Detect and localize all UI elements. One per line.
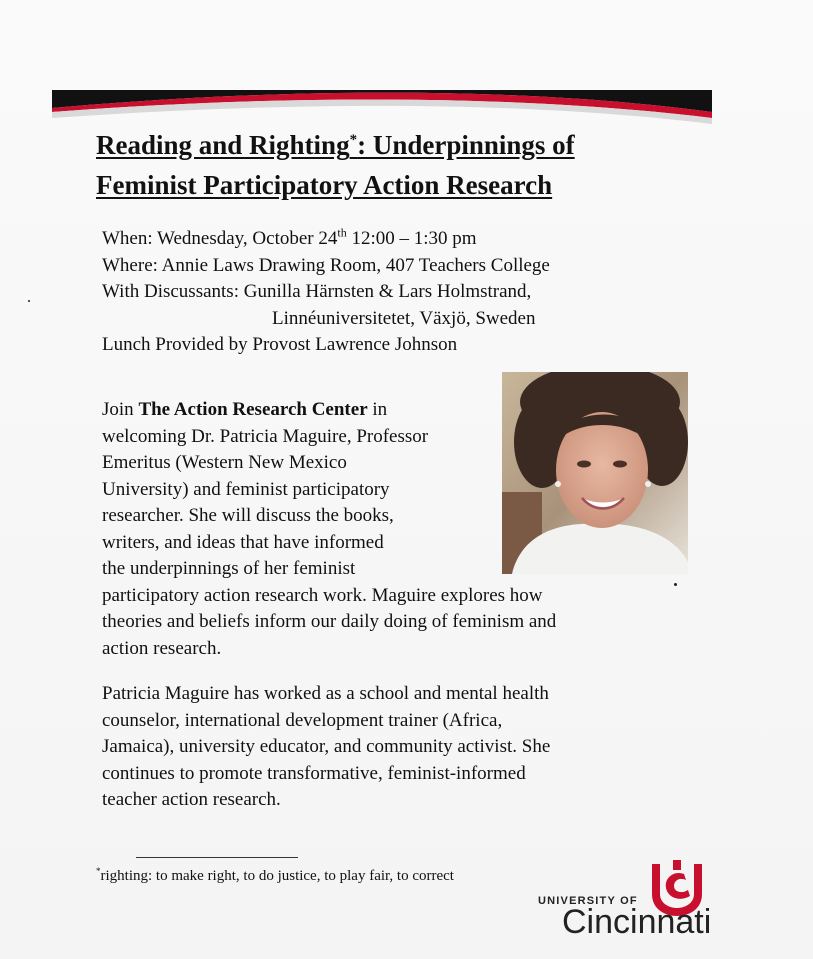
intro-line-7: the underpinnings of her feminist — [102, 558, 356, 579]
scan-speck — [674, 583, 677, 586]
center-name: The Action Research Center — [138, 399, 368, 420]
intro-line-6: writers, and ideas that have informed — [102, 531, 384, 553]
event-discussants: With Discussants: Gunilla Härnsten & Lars Holmstrand, — [102, 281, 532, 302]
footnote-mark: * — [96, 866, 101, 876]
bio-paragraph — [102, 681, 662, 814]
intro-paragraph — [102, 397, 682, 662]
event-when — [102, 226, 722, 253]
bio-line-1: Patricia Maguire has worked as a school and mental health — [102, 683, 549, 704]
bio-line-2: counselor, international development trainer (Africa, — [102, 709, 503, 731]
scan-speck — [28, 300, 30, 302]
intro-line-2: welcoming Dr. Patricia Maguire, Professor — [102, 425, 429, 447]
when-label: When: Wednesday, October 24 — [102, 228, 338, 249]
bio-line-3: Jamaica), university educator, and community activist. She — [102, 736, 551, 757]
logo-cincinnati: Cincinnati — [562, 903, 712, 941]
bio-line-5: teacher action research. — [102, 789, 281, 810]
event-details — [102, 226, 722, 359]
title-footnote-mark: * — [349, 132, 358, 148]
intro-line-9: theories and beliefs inform our daily doing of feminism and — [102, 611, 557, 632]
title-line-2: Feminist Participatory Action Research — [96, 170, 553, 200]
intro-line-3: Emeritus (Western New Mexico — [102, 452, 347, 473]
intro-join: Join — [102, 399, 139, 420]
logo-university-of: UNIVERSITY OF — [538, 895, 638, 907]
discussants-affiliation: Linnéuniversitetet, Växjö, Sweden — [272, 307, 536, 329]
intro-line-10: action research. — [102, 637, 222, 659]
event-where: Where: Annie Laws Drawing Room, 407 Teachers College — [102, 254, 550, 276]
title-text-part2: : Underpinnings of — [357, 130, 575, 160]
intro-line-4: University) and feminist participatory — [102, 478, 390, 500]
footnote — [96, 866, 454, 885]
intro-line-1 — [102, 397, 682, 424]
footnote-text: righting: to make right, to do justice, to play fair, to correct — [100, 868, 454, 884]
bio-line-4: continues to promote transformative, feminist-informed — [102, 762, 526, 784]
intro-line-8: participatory action research work. Maguire explores how — [102, 584, 543, 606]
intro-line-5: researcher. She will discuss the books, — [102, 505, 394, 526]
title-text-part1: Reading and Righting — [96, 130, 350, 160]
when-ordinal: th — [337, 225, 347, 240]
intro-in: in — [367, 399, 388, 420]
page-title — [96, 120, 716, 205]
event-lunch: Lunch Provided by Provost Lawrence Johnson — [102, 334, 458, 355]
when-time: 12:00 – 1:30 pm — [346, 228, 477, 249]
footnote-divider — [136, 857, 298, 858]
